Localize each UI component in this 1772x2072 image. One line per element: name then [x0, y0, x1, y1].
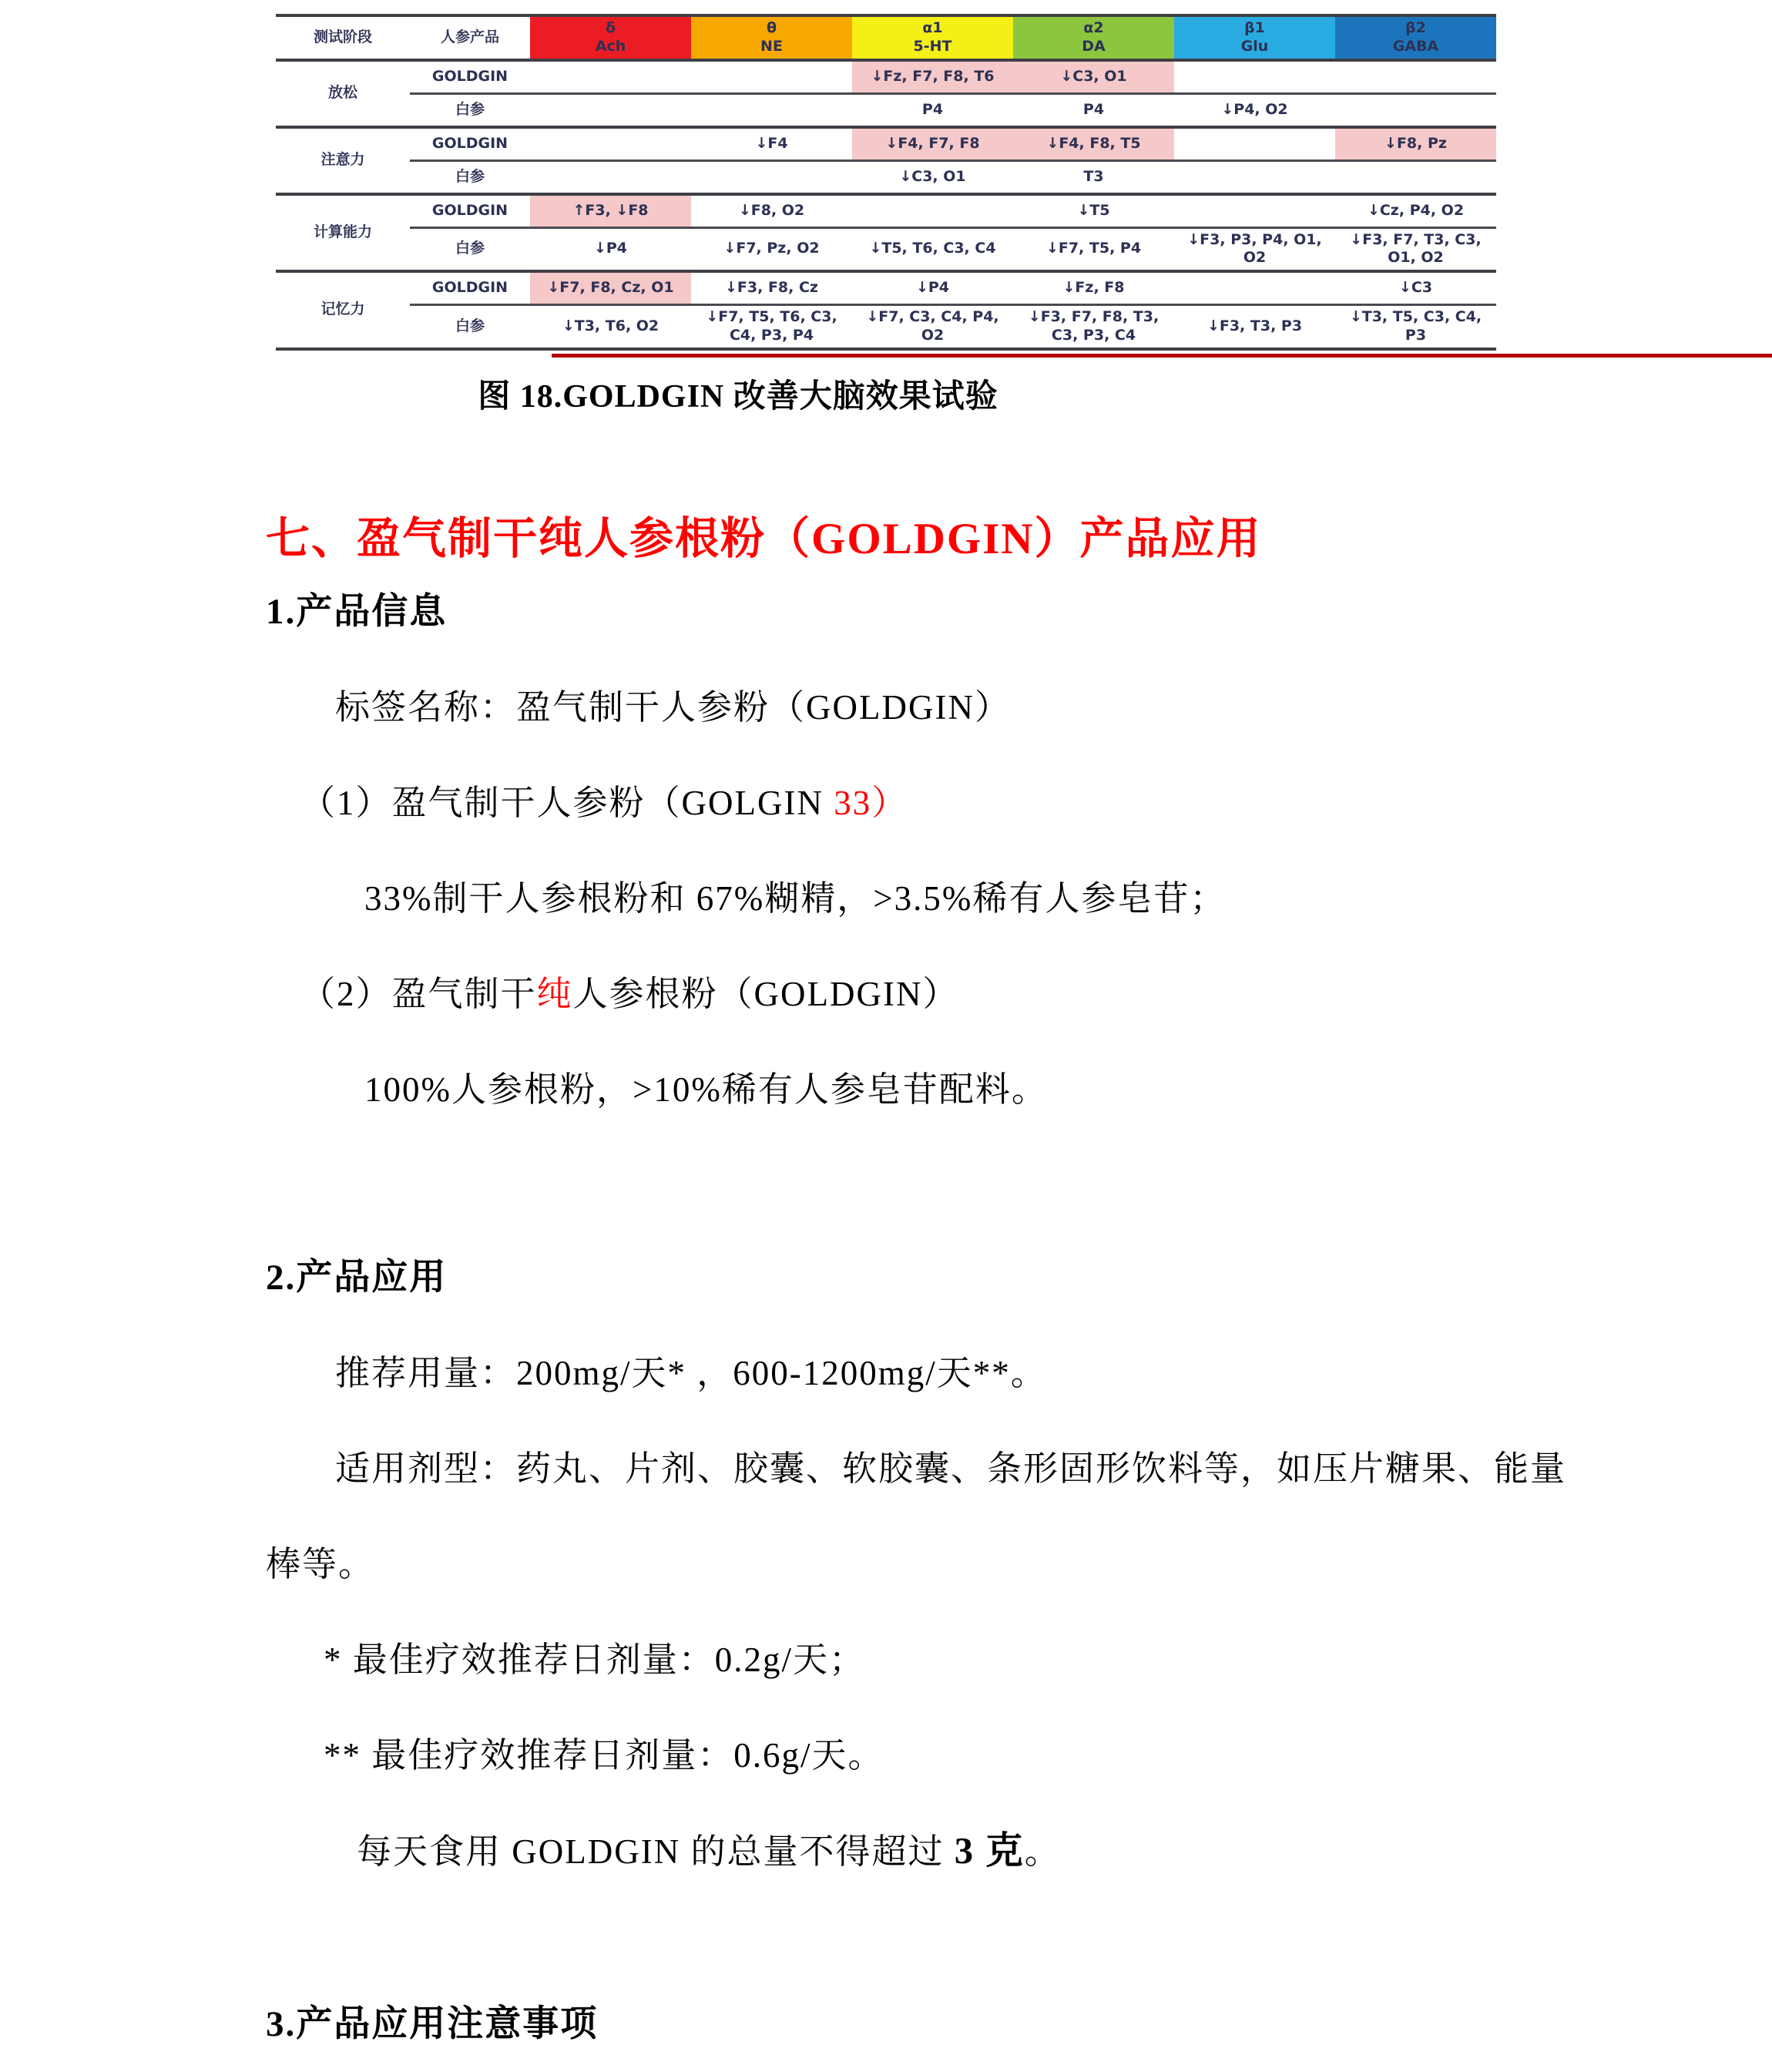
table-row-memory-goldgin — [276, 271, 1496, 305]
product-label: 白参 — [410, 305, 530, 349]
eeg-cell: ↓F7, T5, T6, C3, C4, P3, P4 — [691, 305, 852, 349]
col-header-product: 人参产品 — [410, 15, 530, 60]
product-label: 白参 — [410, 93, 530, 127]
product-label: GOLDGIN — [431, 67, 508, 85]
item2-prefix: （2）盈气制干 — [300, 974, 537, 1013]
product-label: GOLDGIN — [410, 127, 530, 161]
col-header-theta-ne — [691, 15, 852, 60]
label-name-line: 标签名称：盈气制干人参粉（GOLDGIN） — [335, 687, 1011, 727]
document-page — [0, 14, 1757, 2044]
eeg-cell: ↓Cz, P4, O2 — [1335, 194, 1496, 228]
item2-title-line — [266, 946, 1572, 1042]
eeg-cell: ↓F8, O2 — [691, 194, 852, 228]
stage-label: 放松 — [276, 60, 410, 127]
subsection-title-product-info: 1.产品信息 — [266, 591, 448, 632]
figure-table-wrap — [276, 14, 1496, 358]
forms-line-1: 适用剂型：药丸、片剂、胶囊、软胶囊、条形固形饮料等，如压片糖果、能量 — [335, 1449, 1567, 1488]
eeg-cell: ↓C3, O1 — [1013, 60, 1174, 94]
table-bottom-red-rule — [552, 354, 1772, 358]
body-text — [266, 564, 1572, 2072]
eeg-cell — [1335, 160, 1496, 194]
header-neuro: 5-HT — [913, 37, 952, 55]
eeg-cell: ↓P4, O2 — [1174, 93, 1335, 127]
item2-red-text: 纯 — [536, 974, 573, 1013]
eeg-cell: ↓F7, F8, Cz, O1 — [530, 271, 691, 305]
eeg-cell: P4 — [852, 93, 1013, 127]
table-row-calc-goldgin — [276, 194, 1496, 228]
eeg-cell: ↓F7, T5, P4 — [1013, 227, 1174, 271]
eeg-cell — [852, 194, 1013, 228]
product-label: 白参 — [410, 227, 530, 271]
note-single-star: * 最佳疗效推荐日剂量：0.2g/天； — [324, 1640, 866, 1679]
eeg-cell: ↓F3, T3, P3 — [1174, 305, 1335, 349]
product-label: GOLDGIN — [410, 194, 530, 228]
eeg-cell — [1174, 160, 1335, 194]
eeg-cell: ↓T3, T5, C3, C4, P3 — [1335, 305, 1496, 349]
eeg-cell: ↓F3, F8, Cz — [691, 271, 852, 305]
col-header-alpha2-da — [1013, 15, 1174, 60]
eeg-cell — [691, 93, 852, 127]
table-header-row — [276, 15, 1496, 60]
eeg-cell — [530, 60, 691, 94]
eeg-cell: ↓F4 — [691, 127, 852, 161]
item2-desc-line: 100%人参根粉，>10%稀有人参皂苷配料。 — [364, 1070, 1048, 1109]
col-header-beta1-glu — [1174, 15, 1335, 60]
item1-desc-line: 33%制干人参根粉和 67%糊精，>3.5%稀有人参皂苷； — [364, 878, 1227, 918]
header-greek: θ — [766, 19, 777, 36]
eeg-cell: ↓F4, F7, F8 — [852, 127, 1013, 161]
eeg-cell: ↓F3, P3, P4, O1, O2 — [1174, 227, 1335, 271]
eeg-cell — [530, 93, 691, 127]
eeg-cell: ↓P4 — [852, 271, 1013, 305]
daily-limit-prefix: 每天食用 GOLDGIN 的总量不得超过 — [357, 1832, 955, 1871]
table-row-relax-baishen — [276, 93, 1496, 127]
eeg-cell: ↓T3, T6, O2 — [530, 305, 691, 349]
eeg-cell: ↓F3, F7, T3, C3, O1, O2 — [1335, 227, 1496, 271]
item1-title-line — [266, 755, 1572, 851]
item2-suffix: 人参根粉（GOLDGIN） — [572, 974, 959, 1013]
daily-limit-suffix: 。 — [1024, 1832, 1061, 1871]
eeg-cell — [1174, 60, 1335, 94]
header-neuro: NE — [760, 37, 783, 55]
table-row-relax-goldgin — [276, 60, 1496, 94]
item1-red-text: 33） — [834, 783, 908, 822]
section-heading: 七、盈气制干纯人参根粉（GOLDGIN）产品应用 — [266, 514, 1262, 563]
eeg-cell: ↓C3 — [1335, 271, 1496, 305]
header-neuro: GABA — [1392, 37, 1439, 55]
daily-limit-line — [266, 1803, 1572, 1899]
eeg-cell: ↓Fz, F8 — [1013, 271, 1174, 305]
header-greek: δ — [605, 19, 616, 36]
header-greek: α1 — [922, 19, 943, 36]
table-row-memory-baishen — [276, 305, 1496, 349]
item1-prefix: （1）盈气制干人参粉（GOLGIN — [300, 783, 834, 822]
eeg-cell — [691, 160, 852, 194]
product-label: GOLDGIN — [410, 271, 530, 305]
eeg-results-table — [276, 14, 1496, 351]
table-row-attention-baishen — [276, 160, 1496, 194]
eeg-cell: ↓T5, T6, C3, C4 — [852, 227, 1013, 271]
header-greek: α2 — [1083, 19, 1104, 36]
stage-label: 记忆力 — [276, 271, 410, 349]
forms-line-2: 棒等。 — [266, 1544, 375, 1583]
eeg-cell: ↓Fz, F7, F8, T6 — [852, 60, 1013, 94]
eeg-cell: ↓F7, Pz, O2 — [691, 227, 852, 271]
header-neuro: DA — [1082, 37, 1106, 55]
eeg-cell: ↓F4, F8, T5 — [1013, 127, 1174, 161]
col-header-stage: 测试阶段 — [276, 15, 410, 60]
eeg-cell: ↓T5 — [1013, 194, 1174, 228]
subsection-title-application: 2.产品应用 — [266, 1257, 448, 1298]
eeg-cell — [1335, 60, 1496, 94]
header-neuro: Ach — [595, 37, 626, 55]
header-greek: β2 — [1405, 19, 1426, 36]
eeg-cell: ↓F8, Pz — [1335, 127, 1496, 161]
daily-limit-amount: 3 克 — [954, 1829, 1025, 1872]
eeg-cell — [530, 127, 691, 161]
eeg-cell: P4 — [1013, 93, 1174, 127]
col-header-alpha1-5ht — [852, 15, 1013, 60]
subsection-title-notes: 3.产品应用注意事项 — [266, 2003, 599, 2044]
table-row-calc-baishen — [276, 227, 1496, 271]
eeg-cell — [1335, 93, 1496, 127]
eeg-cell: ↓F3, F7, F8, T3, C3, P3, C4 — [1013, 305, 1174, 349]
eeg-cell: ↓F7, C3, C4, P4, O2 — [852, 305, 1013, 349]
eeg-cell: ↑F3, ↓F8 — [530, 194, 691, 228]
eeg-cell — [530, 160, 691, 194]
eeg-cell — [1174, 194, 1335, 228]
eeg-cell — [691, 60, 852, 94]
figure-caption: 图 18.GOLDGIN 改善大脑效果试验 — [478, 378, 998, 415]
stage-label: 注意力 — [276, 127, 410, 194]
note-double-star: ** 最佳疗效推荐日剂量：0.6g/天。 — [324, 1735, 884, 1775]
eeg-cell — [1174, 271, 1335, 305]
col-header-delta-ach — [530, 15, 691, 60]
eeg-cell: ↓P4 — [530, 227, 691, 271]
table-row-attention-goldgin — [276, 127, 1496, 161]
product-label: 白参 — [410, 160, 530, 194]
eeg-cell — [1174, 127, 1335, 161]
eeg-cell: ↓C3, O1 — [852, 160, 1013, 194]
dosage-line: 推荐用量：200mg/天* ，600-1200mg/天**。 — [335, 1353, 1047, 1392]
eeg-cell: T3 — [1013, 160, 1174, 194]
header-neuro: Glu — [1240, 37, 1269, 55]
col-header-beta2-gaba — [1335, 15, 1496, 60]
stage-label: 计算能力 — [276, 194, 410, 272]
header-greek: β1 — [1244, 19, 1265, 36]
